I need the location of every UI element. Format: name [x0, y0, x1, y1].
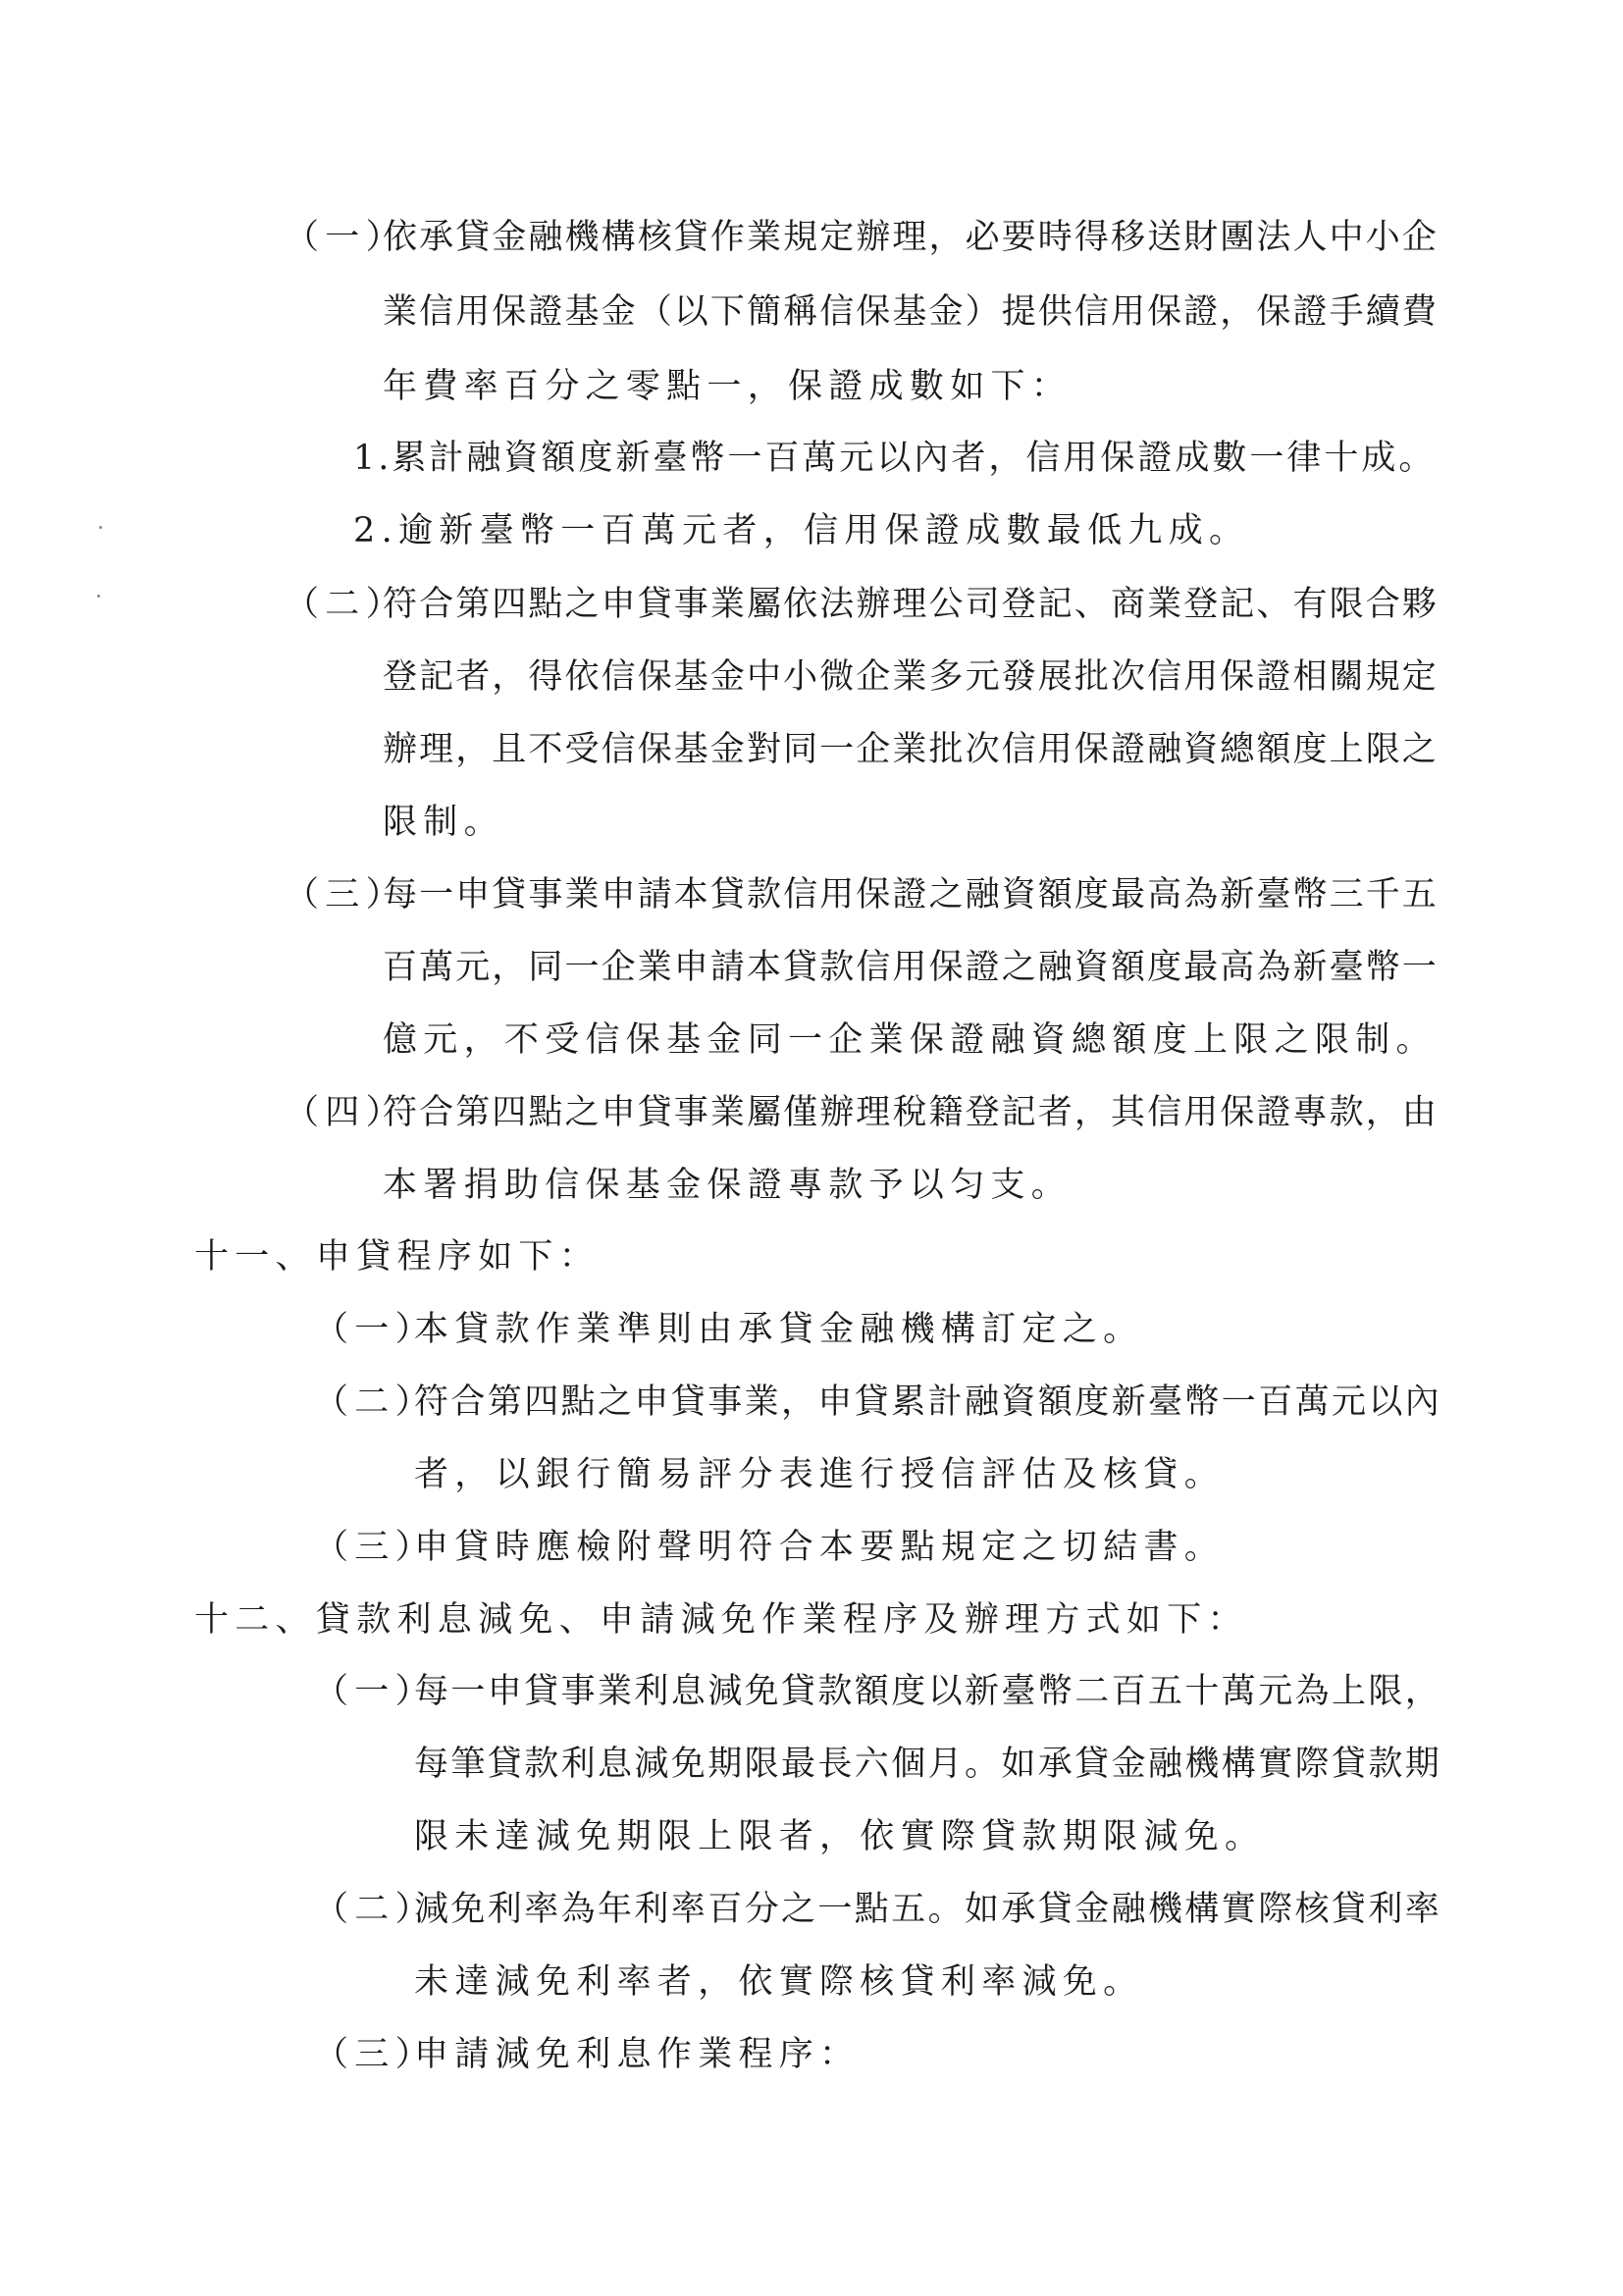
item-marker: （二）: [314, 1383, 436, 1422]
paragraph-line: 申請減免利息作業程序：: [414, 2035, 861, 2074]
paragraph-line: 辦理，且不受信保基金對同一企業批次信用保證融資總額度上限之: [383, 730, 1439, 769]
item-marker: （三）: [314, 2035, 436, 2074]
paragraph-line: 減免利率為年利率百分之一點五。如承貸金融機構實際核貸利率: [414, 1890, 1442, 1929]
item-marker: （四）: [285, 1093, 406, 1132]
paragraph-line: 限制。: [383, 803, 504, 842]
paragraph-line: 每筆貸款利息減免期限最長六個月。如承貸金融機構實際貸款期: [414, 1745, 1442, 1784]
paragraph-line: 依承貸金融機構核貸作業規定辦理，必要時得移送財團法人中小企: [383, 218, 1439, 257]
paragraph-line: 每一申貸事業利息減免貸款額度以新臺幣二百五十萬元為上限，: [414, 1672, 1442, 1711]
item-marker: （一）: [285, 218, 406, 257]
paragraph-line: 本署捐助信保基金保證專款予以匀支。: [383, 1166, 1073, 1205]
item-marker: （二）: [285, 585, 406, 624]
paragraph-line: 每一申貸事業申請本貸款信用保證之融資額度最高為新臺幣三千五: [383, 875, 1439, 914]
paragraph-line: 申貸時應檢附聲明符合本要點規定之切結書。: [414, 1528, 1226, 1567]
paragraph-line: 符合第四點之申貸事業屬僅辦理稅籍登記者，其信用保證專款，由: [383, 1093, 1439, 1132]
sub-item-line: 1.累計融資額度新臺幣一百萬元以內者，信用保證成數一律十成。: [353, 439, 1437, 478]
item-marker: （二）: [314, 1890, 436, 1929]
paragraph-line: 限未達減免期限上限者，依實際貸款期限減免。: [414, 1817, 1266, 1856]
paragraph-line: 百萬元，同一企業申請本貸款信用保證之融資額度最高為新臺幣一: [383, 948, 1439, 987]
clause-heading: 十二、貸款利息減免、申請減免作業程序及辦理方式如下：: [194, 1600, 1248, 1640]
paragraph-line: 億元，不受信保基金同一企業保證融資總額度上限之限制。: [383, 1020, 1437, 1060]
scan-speck: [99, 526, 102, 529]
item-marker: （一）: [314, 1672, 436, 1711]
scan-speck: [97, 595, 100, 598]
paragraph-line: 業信用保證基金（以下簡稱信保基金）提供信用保證，保證手續費: [383, 292, 1439, 332]
paragraph-line: 符合第四點之申貸事業屬依法辦理公司登記、商業登記、有限合夥: [383, 585, 1439, 624]
paragraph-line: 本貸款作業準則由承貸金融機構訂定之。: [414, 1310, 1144, 1349]
paragraph-line: 未達減免利率者，依實際核貸利率減免。: [414, 1962, 1144, 2002]
clause-heading: 十一、申貸程序如下：: [194, 1237, 601, 1277]
sub-item-line: 2.逾新臺幣一百萬元者，信用保證成數最低九成。: [353, 511, 1250, 550]
paragraph-line: 者，以銀行簡易評分表進行授信評估及核貸。: [414, 1455, 1226, 1494]
item-marker: （三）: [285, 875, 406, 914]
paragraph-line: 年費率百分之零點一，保證成數如下：: [383, 367, 1073, 406]
paragraph-line: 符合第四點之申貸事業，申貸累計融資額度新臺幣一百萬元以內: [414, 1383, 1442, 1422]
item-marker: （一）: [314, 1310, 436, 1349]
item-marker: （三）: [314, 1528, 436, 1567]
paragraph-line: 登記者，得依信保基金中小微企業多元發展批次信用保證相關規定: [383, 657, 1439, 697]
